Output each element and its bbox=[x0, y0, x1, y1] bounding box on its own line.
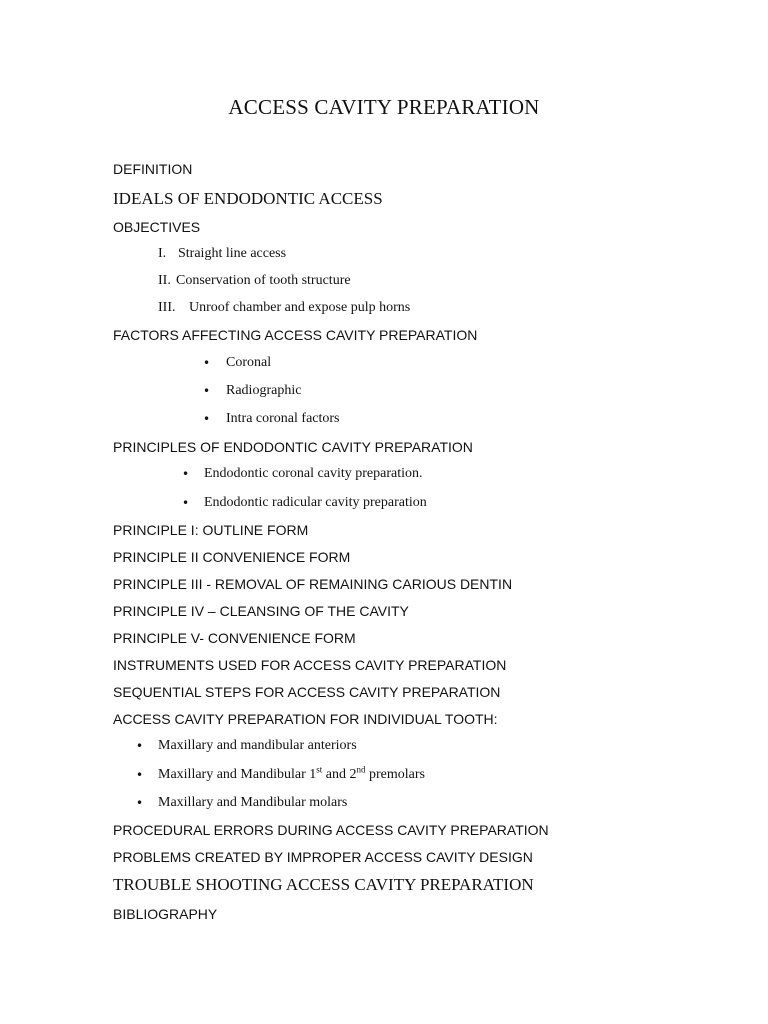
tooth-item-molars: Maxillary and Mandibular molars bbox=[158, 795, 348, 810]
objective-item: Conservation of tooth structure bbox=[176, 273, 351, 288]
heading-principles: PRINCIPLES OF ENDODONTIC CAVITY PREPARATION bbox=[113, 439, 473, 455]
objective-item: Unroof chamber and expose pulp horns bbox=[189, 300, 411, 315]
heading-definition: DEFINITION bbox=[113, 161, 193, 177]
principle-line: PRINCIPLE V- CONVENIENCE FORM bbox=[113, 630, 356, 646]
bullet-icon: • bbox=[203, 356, 211, 370]
heading-ideals: IDEALS OF ENDODONTIC ACCESS bbox=[113, 189, 383, 208]
bullet-icon: • bbox=[203, 384, 211, 398]
instruments-heading: INSTRUMENTS USED FOR ACCESS CAVITY PREPARATION bbox=[113, 657, 507, 673]
bullet-icon: • bbox=[136, 739, 144, 753]
principle-line: PRINCIPLE I: OUTLINE FORM bbox=[113, 522, 309, 538]
factor-item: Radiographic bbox=[226, 383, 302, 398]
objective-number: III. bbox=[158, 300, 176, 315]
principle-line: PRINCIPLE II CONVENIENCE FORM bbox=[113, 549, 351, 565]
principle-line: PRINCIPLE III - REMOVAL OF REMAINING CARIOUS DENTIN bbox=[113, 576, 513, 592]
heading-objectives: OBJECTIVES bbox=[113, 219, 201, 235]
sequential-steps-heading: SEQUENTIAL STEPS FOR ACCESS CAVITY PREPARATION bbox=[113, 684, 501, 700]
heading-factors: FACTORS AFFECTING ACCESS CAVITY PREPARATION bbox=[113, 327, 478, 343]
page-title: ACCESS CAVITY PREPARATION bbox=[228, 95, 540, 119]
principle-item: Endodontic coronal cavity preparation. bbox=[204, 466, 423, 481]
tooth-item-anteriors: Maxillary and mandibular anteriors bbox=[158, 738, 357, 753]
objective-number: II. bbox=[158, 273, 171, 288]
bibliography-heading: BIBLIOGRAPHY bbox=[113, 906, 218, 922]
bullet-icon: • bbox=[136, 796, 144, 810]
factor-item: Intra coronal factors bbox=[226, 411, 340, 426]
procedural-errors-heading: PROCEDURAL ERRORS DURING ACCESS CAVITY PREPARATION bbox=[113, 822, 549, 838]
principle-line: PRINCIPLE IV – CLEANSING OF THE CAVITY bbox=[113, 603, 409, 619]
troubleshooting-heading: TROUBLE SHOOTING ACCESS CAVITY PREPARATION bbox=[113, 875, 534, 894]
problems-heading: PROBLEMS CREATED BY IMPROPER ACCESS CAVITY DESIGN bbox=[113, 849, 533, 865]
bullet-icon: • bbox=[136, 768, 144, 782]
bullet-icon: • bbox=[203, 412, 211, 426]
objective-item: Straight line access bbox=[178, 246, 287, 261]
bullet-icon: • bbox=[182, 496, 190, 510]
objective-number: I. bbox=[158, 246, 167, 261]
principle-item: Endodontic radicular cavity preparation bbox=[204, 495, 427, 510]
tooth-item-premolars: Maxillary and Mandibular 1st and 2nd premolars bbox=[158, 764, 425, 782]
individual-tooth-heading: ACCESS CAVITY PREPARATION FOR INDIVIDUAL TOOTH: bbox=[113, 711, 498, 727]
factor-item: Coronal bbox=[226, 355, 272, 370]
bullet-icon: • bbox=[182, 467, 190, 481]
